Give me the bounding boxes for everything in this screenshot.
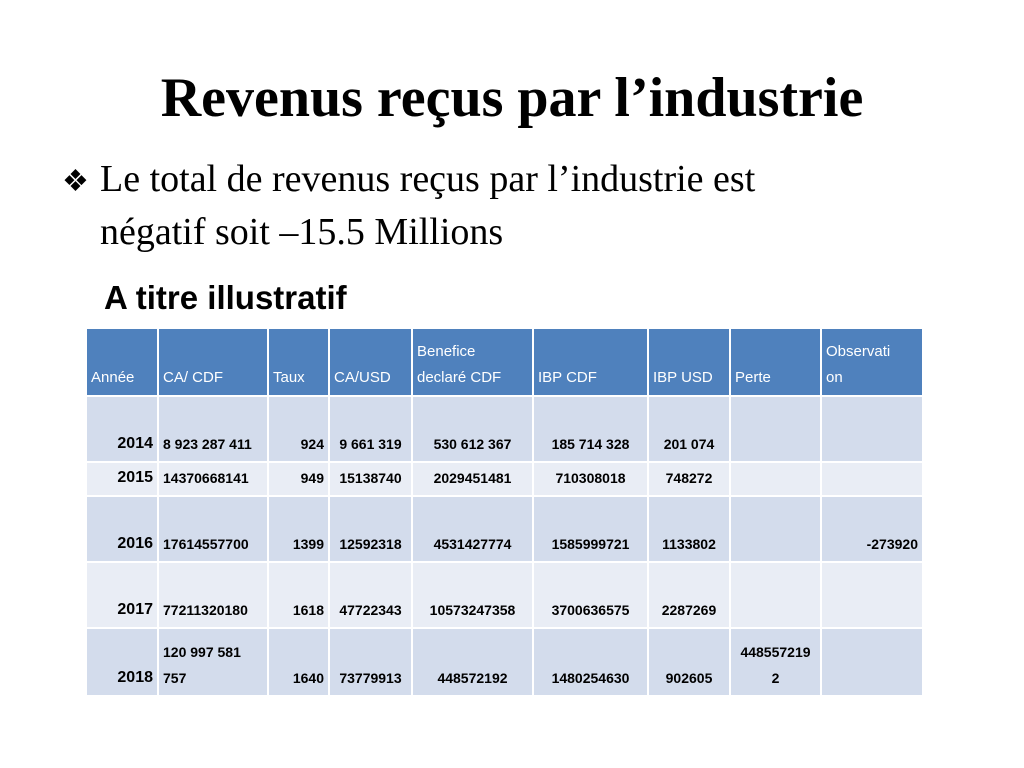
cell-ca-cdf: 120 997 581 757 [159, 629, 267, 695]
cell-ibp-cdf: 185 714 328 [534, 397, 647, 461]
cell-ibp-cdf: 1585999721 [534, 497, 647, 561]
bullet-text-line2: négatif soit –15.5 Millions [100, 211, 504, 253]
revenue-table [85, 327, 924, 697]
header-annee: Année [87, 329, 157, 395]
cell-taux: 1618 [269, 563, 328, 627]
cell-ca-usd: 15138740 [330, 463, 411, 495]
cell-ca-cdf: 8 923 287 411 [159, 397, 267, 461]
cell-observation [822, 397, 922, 461]
cell-perte [731, 563, 820, 627]
cell-ibp-usd: 2287269 [649, 563, 729, 627]
table-row [87, 629, 922, 695]
table-header-row [87, 329, 922, 395]
diamond-bullet-icon: ❖ [62, 165, 89, 198]
cell-taux: 924 [269, 397, 328, 461]
cell-ca-cdf: 77211320180 [159, 563, 267, 627]
header-benefice: Benefice declaré CDF [413, 329, 532, 395]
cell-observation [822, 629, 922, 695]
cell-ibp-usd: 748272 [649, 463, 729, 495]
cell-taux: 949 [269, 463, 328, 495]
cell-perte [731, 463, 820, 495]
slide-title: Revenus reçus par l’industrie [160, 67, 864, 129]
cell-ibp-cdf: 710308018 [534, 463, 647, 495]
cell-ca-cdf: 17614557700 [159, 497, 267, 561]
cell-benefice: 530 612 367 [413, 397, 532, 461]
cell-ibp-usd: 902605 [649, 629, 729, 695]
cell-annee: 2015 [87, 463, 157, 495]
cell-benefice: 448572192 [413, 629, 532, 695]
cell-benefice: 2029451481 [413, 463, 532, 495]
header-ca-usd: CA/USD [330, 329, 411, 395]
header-ca-cdf: CA/ CDF [159, 329, 267, 395]
cell-perte [731, 497, 820, 561]
cell-benefice: 10573247358 [413, 563, 532, 627]
table-row [87, 397, 922, 461]
bullet-text-line1: Le total de revenus reçus par l’industrie est [100, 158, 756, 200]
cell-perte [731, 397, 820, 461]
cell-observation: -273920 [822, 497, 922, 561]
cell-observation [822, 563, 922, 627]
cell-annee: 2016 [87, 497, 157, 561]
header-ibp-cdf: IBP CDF [534, 329, 647, 395]
cell-taux: 1640 [269, 629, 328, 695]
cell-ca-usd: 12592318 [330, 497, 411, 561]
cell-taux: 1399 [269, 497, 328, 561]
cell-ca-usd: 47722343 [330, 563, 411, 627]
cell-ca-usd: 9 661 319 [330, 397, 411, 461]
header-ibp-usd: IBP USD [649, 329, 729, 395]
header-observation: Observati on [822, 329, 922, 395]
cell-ca-usd: 73779913 [330, 629, 411, 695]
cell-benefice: 4531427774 [413, 497, 532, 561]
subheading: A titre illustratif [104, 279, 347, 316]
table-row [87, 497, 922, 561]
cell-annee: 2018 [87, 629, 157, 695]
cell-perte: 448557219 2 [731, 629, 820, 695]
cell-observation [822, 463, 922, 495]
table-row [87, 563, 922, 627]
cell-annee: 2014 [87, 397, 157, 461]
cell-annee: 2017 [87, 563, 157, 627]
header-taux: Taux [269, 329, 328, 395]
cell-ibp-usd: 201 074 [649, 397, 729, 461]
cell-ibp-cdf: 3700636575 [534, 563, 647, 627]
table-row [87, 463, 922, 495]
cell-ca-cdf: 14370668141 [159, 463, 267, 495]
cell-ibp-cdf: 1480254630 [534, 629, 647, 695]
bullet-point [62, 154, 962, 257]
cell-ibp-usd: 1133802 [649, 497, 729, 561]
header-perte: Perte [731, 329, 820, 395]
